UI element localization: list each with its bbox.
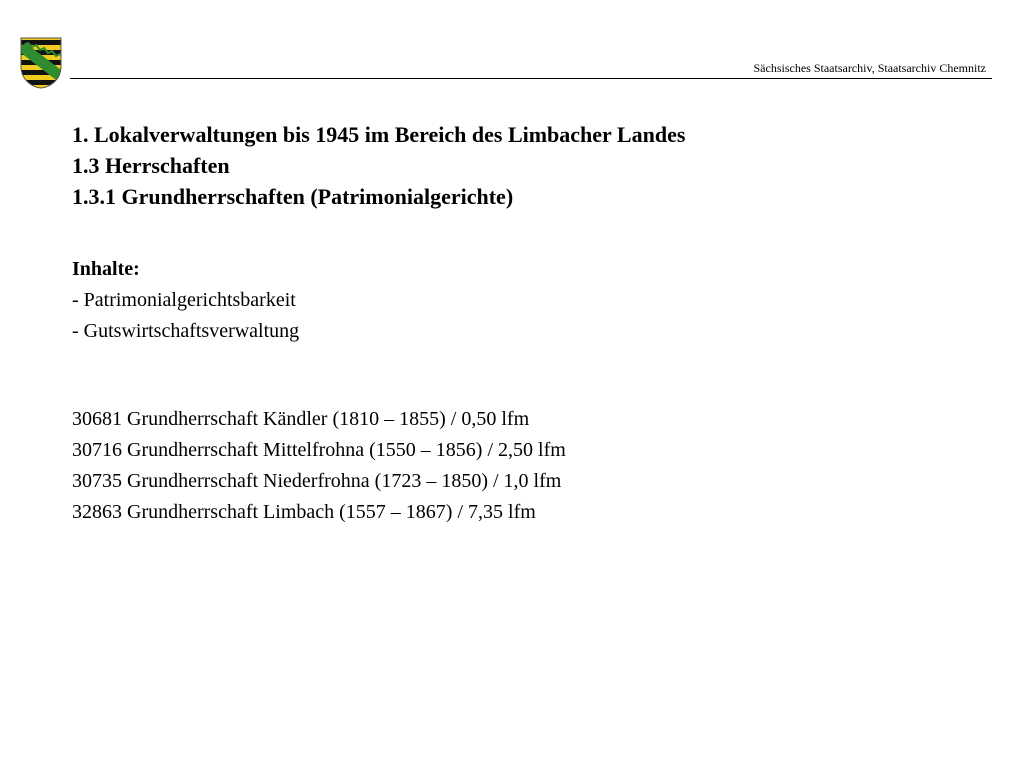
holding-item: 32863 Grundherrschaft Limbach (1557 – 1867) / 7,35 lfm [72,501,536,523]
heading-level-2: 1.3 Herrschaften [72,153,230,178]
contents-item: - Patrimonialgerichtsbarkeit [72,289,296,311]
saxony-coat-of-arms-icon [20,37,62,89]
holding-item: 30681 Grundherrschaft Kändler (1810 – 1855) / 0,50 lfm [72,408,530,430]
contents-label: Inhalte: [72,258,140,280]
section-headings [72,119,685,212]
holding-item: 30716 Grundherrschaft Mittelfrohna (1550 – 1856) / 2,50 lfm [72,439,566,461]
institution-name: Sächsisches Staatsarchiv, Staatsarchiv Chemnitz [753,61,986,75]
heading-level-1: 1. Lokalverwaltungen bis 1945 im Bereich des Limbacher Landes [72,122,686,147]
holdings-list [72,404,566,528]
contents-block [72,254,299,347]
contents-item: - Gutswirtschaftsverwaltung [72,320,300,342]
header-divider [70,78,992,79]
holding-item: 30735 Grundherrschaft Niederfrohna (1723 – 1850) / 1,0 lfm [72,470,562,492]
heading-level-3: 1.3.1 Grundherrschaften (Patrimonialgerichte) [72,184,514,209]
